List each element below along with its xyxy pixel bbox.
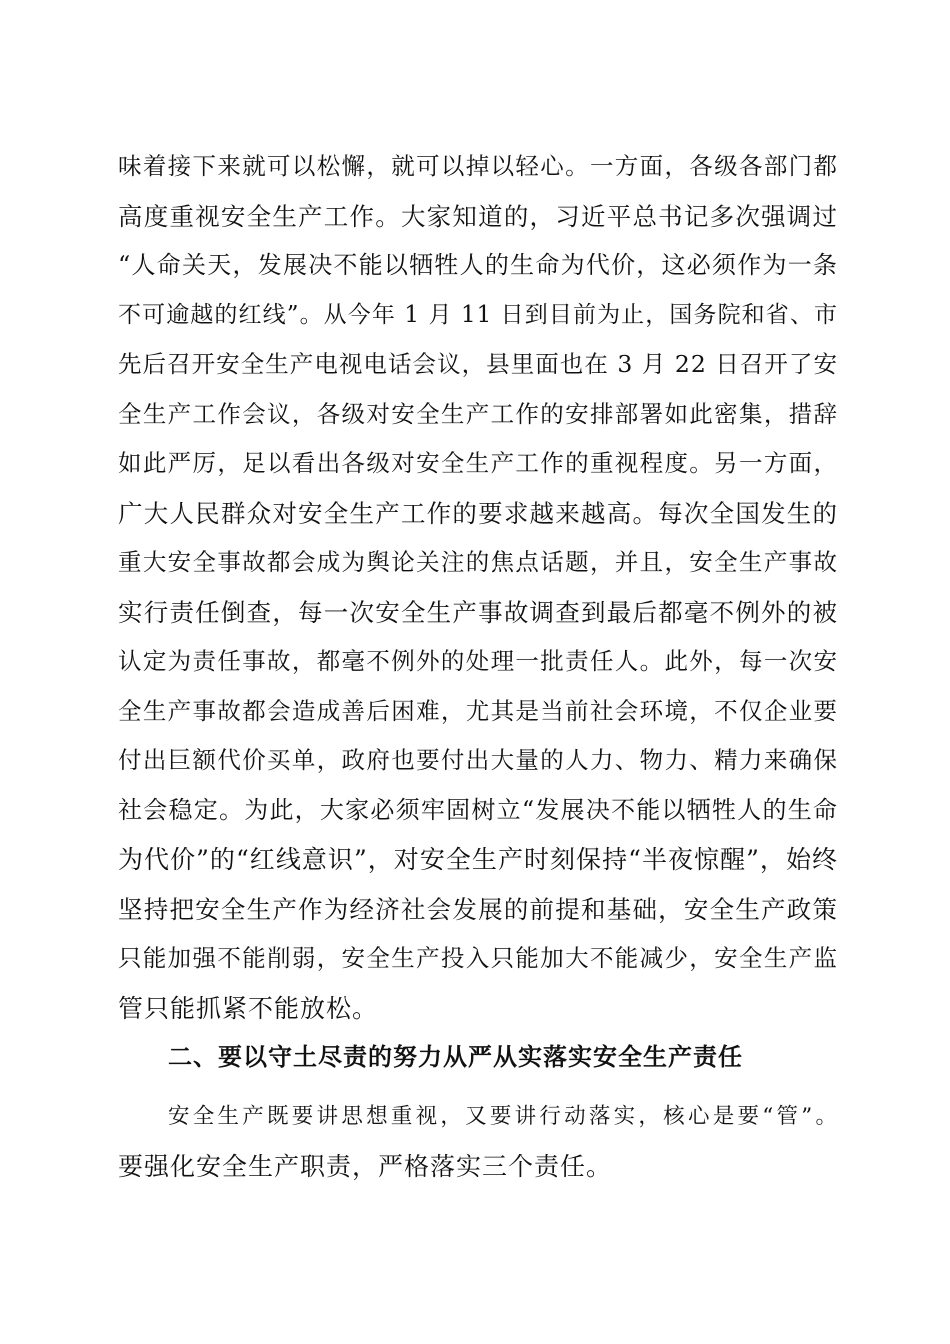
text-line: 广大人民群众对安全生产工作的要求越来越高。每次全国发生的 <box>118 498 838 528</box>
text-line: 要强化安全生产职责，严格落实三个责任。 <box>118 1151 613 1181</box>
text-line: 为代价”的“红线意识”，对安全生产时刻保持“半夜惊醒”，始终 <box>118 845 838 874</box>
text-line: 味着接下来就可以松懈，就可以掉以轻心。一方面，各级各部门都 <box>118 152 838 180</box>
text-line: 管只能抓紧不能放松。 <box>118 993 379 1023</box>
section-heading: 二、要以守土尽责的努力从严从实落实安全生产责任 <box>168 1043 743 1071</box>
text-line: 全生产事故都会造成善后困难，尤其是当前社会环境，不仅企业要 <box>118 696 838 725</box>
text-line: 坚持把安全生产作为经济社会发展的前提和基础，安全生产政策 <box>118 894 838 924</box>
text-line: 全生产工作会议，各级对安全生产工作的安排部署如此密集，措辞 <box>118 399 838 428</box>
text-line: 实行责任倒查，每一次安全生产事故调查到最后都毫不例外的被 <box>118 597 838 627</box>
text-line: 认定为责任事故，都毫不例外的处理一批责任人。此外，每一次安 <box>118 647 838 675</box>
text-line: 只能加强不能削弱，安全生产投入只能加大不能减少，安全生产监 <box>118 944 838 972</box>
text-line: 社会稳定。为此，大家必须牢固树立“发展决不能以牺牲人的生命 <box>118 795 838 824</box>
text-line: 先后召开安全生产电视电话会议，县里面也在 3 月 22 日召开了安 <box>118 350 838 378</box>
paragraph-2 <box>118 1092 838 1191</box>
text-line: 不可逾越的红线”。从今年 1 月 11 日到目前为止，国务院和省、市 <box>118 301 838 328</box>
text-line: 高度重视安全生产工作。大家知道的，习近平总书记多次强调过 <box>118 201 838 231</box>
text-line: “人命关天，发展决不能以牺牲人的生命为代价，这必须作为一条 <box>118 251 838 279</box>
text-line: 付出巨额代价买单，政府也要付出大量的人力、物力、精力来确保 <box>118 746 838 774</box>
paragraph-1 <box>118 142 838 1033</box>
text-line: 重大安全事故都会成为舆论关注的焦点话题，并且，安全生产事故 <box>118 548 838 576</box>
text-line: 如此严厉，足以看出各级对安全生产工作的重视程度。另一方面， <box>118 449 838 477</box>
text-line: 安全生产既要讲思想重视，又要讲行动落实，核心是要“管”。 <box>168 1104 838 1129</box>
